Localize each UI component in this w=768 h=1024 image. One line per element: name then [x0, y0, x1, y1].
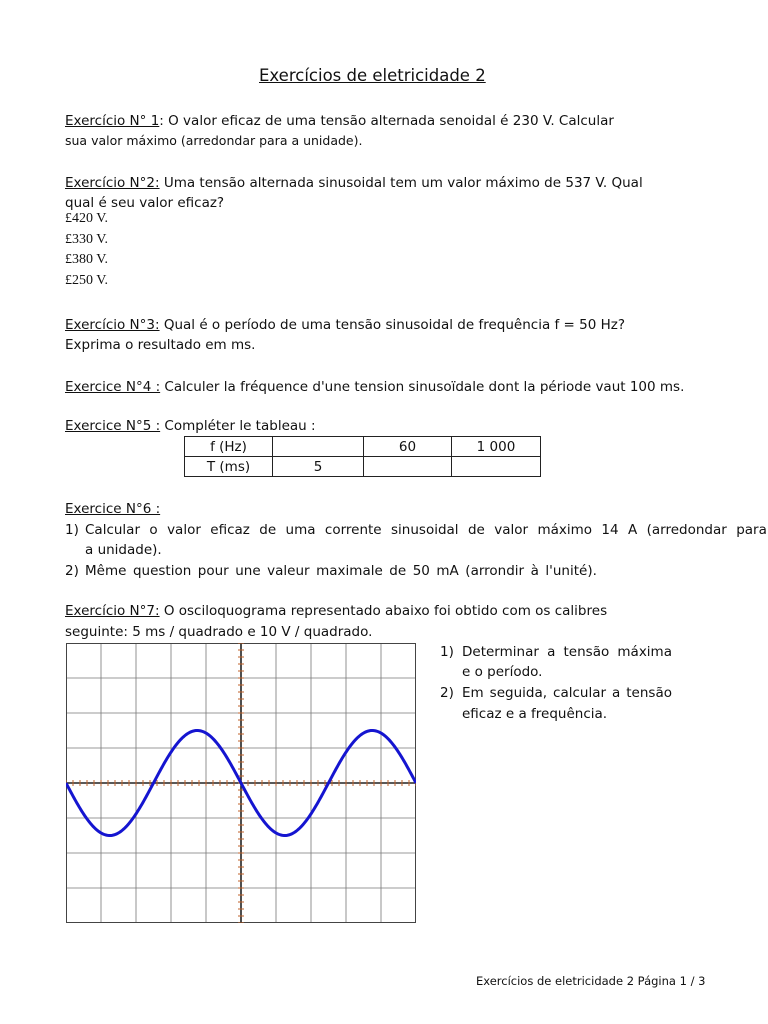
- exercise-2-option: £420 V.: [65, 211, 109, 226]
- exercise-7-q2-num: 2): [440, 685, 454, 701]
- exercise-5-text: Compléter le tableau :: [160, 418, 316, 434]
- word: valor: [494, 522, 529, 538]
- exercise-7-q2-cont: eficaz e a frequência.: [462, 706, 608, 722]
- exercise-7-line2: seguinte: 5 ms / quadrado e 10 V / quadrado.: [65, 624, 373, 640]
- exercise-2-option: £250 V.: [65, 273, 109, 288]
- exercise-6-line1: [65, 499, 160, 519]
- exercise-7-label: Exercício N°7:: [65, 603, 160, 619]
- word: 14: [601, 522, 619, 538]
- exercise-5-line1: [65, 416, 316, 436]
- word: corrente: [324, 522, 382, 538]
- word: o: [149, 522, 158, 538]
- exercise-1-text: : O valor eficaz de uma tensão alternada senoidal é 230 V. Calcular: [159, 113, 614, 129]
- word: de: [389, 563, 407, 579]
- exercise-2-option: £330 V.: [65, 232, 109, 247]
- word: tensão: [626, 685, 672, 701]
- word: une: [235, 563, 261, 579]
- exercise-7-line1: [65, 601, 607, 621]
- exercise-6-item1: [85, 520, 767, 540]
- frequency-period-table: [184, 436, 541, 477]
- word: calcular: [553, 685, 607, 701]
- word: valor: [167, 522, 201, 538]
- table-cell: f (Hz): [185, 437, 273, 457]
- word: seguida,: [489, 685, 548, 701]
- word: Em: [462, 685, 484, 701]
- exercise-2-line2: qual é seu valor eficaz?: [65, 195, 225, 211]
- word: (arrondir: [465, 563, 525, 579]
- word: Determinar: [462, 644, 539, 660]
- exercise-1-line1: [65, 111, 614, 131]
- word: 50: [412, 563, 430, 579]
- exercise-7-q1: [462, 642, 672, 662]
- exercise-3-label: Exercício N°3:: [65, 317, 160, 333]
- word: à: [530, 563, 539, 579]
- table-cell: 1 000: [452, 437, 541, 457]
- exercise-3-text: Qual é o período de uma tensão sinusoidal de frequência f = 50 Hz?: [159, 317, 626, 333]
- exercise-7-text: O osciloquograma representado abaixo foi obtido com os calibres: [159, 603, 608, 619]
- exercise-5-label: Exercice N°5 :: [65, 418, 161, 434]
- table-row: [185, 437, 541, 457]
- word: a: [547, 644, 556, 660]
- word: de: [467, 522, 485, 538]
- word: l'unité).: [545, 563, 597, 579]
- exercise-4-line1: [65, 377, 684, 397]
- word: A: [627, 522, 638, 538]
- word: maximale: [316, 563, 383, 579]
- exercise-6-item1-num: 1): [65, 522, 79, 538]
- word: mA: [436, 563, 459, 579]
- exercise-6-item2: [85, 561, 597, 581]
- word: pour: [197, 563, 229, 579]
- word: sinusoidal: [391, 522, 459, 538]
- word: a: [612, 685, 621, 701]
- exercise-4-label: Exercice N°4 :: [65, 379, 161, 395]
- table-cell: 60: [364, 437, 452, 457]
- word: (arredondar: [646, 522, 727, 538]
- exercise-3-line2: Exprima o resultado em ms.: [65, 337, 256, 353]
- exercise-6-label: Exercice N°6 :: [65, 501, 161, 517]
- exercise-6-item2-num: 2): [65, 563, 79, 579]
- table-cell: [273, 437, 364, 457]
- exercise-4-text: Calculer la fréquence d'une tension sinusoïdale dont la période vaut 100 ms.: [160, 379, 685, 395]
- word: máximo: [537, 522, 593, 538]
- table-cell: [452, 457, 541, 477]
- exercise-2-text: Uma tensão alternada sinusoidal tem um valor máximo de 537 V. Qual: [159, 175, 643, 191]
- table-cell: 5: [273, 457, 364, 477]
- table-row: [185, 457, 541, 477]
- word: valeur: [267, 563, 310, 579]
- page-title: Exercícios de eletricidade 2: [259, 66, 486, 85]
- word: Calcular: [85, 522, 141, 538]
- exercise-6-item1-cont: a unidade).: [85, 542, 162, 558]
- exercise-7-q1-num: 1): [440, 644, 454, 660]
- exercise-2-option: £380 V.: [65, 252, 109, 267]
- table-cell: [364, 457, 452, 477]
- page-footer: Exercícios de eletricidade 2 Página 1 / 3: [476, 974, 706, 988]
- word: máxima: [617, 644, 672, 660]
- word: para: [736, 522, 767, 538]
- oscilloscope-screen: [66, 643, 416, 923]
- word: de: [259, 522, 277, 538]
- word: question: [132, 563, 192, 579]
- exercise-2-label: Exercício N°2:: [65, 175, 160, 191]
- exercise-7-q2: [462, 683, 672, 703]
- word: uma: [285, 522, 316, 538]
- exercise-1-line2: sua valor máximo (arredondar para a unidade).: [65, 133, 363, 148]
- exercise-2-line1: [65, 173, 643, 193]
- table-cell: T (ms): [185, 457, 273, 477]
- word: tensão: [563, 644, 610, 660]
- exercise-1-label: Exercício N° 1: [65, 113, 160, 129]
- word: Même: [85, 563, 127, 579]
- word: eficaz: [210, 522, 250, 538]
- exercise-7-q1-cont: e o período.: [462, 664, 543, 680]
- exercise-3-line1: [65, 315, 625, 335]
